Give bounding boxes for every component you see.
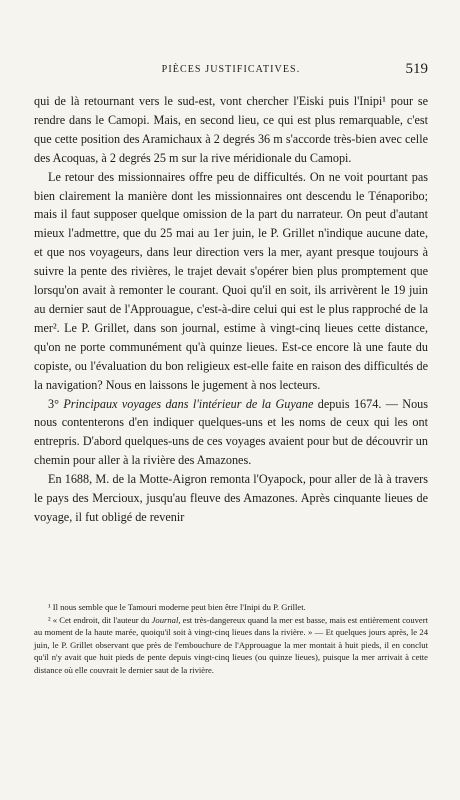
footnote-2 [34,614,428,677]
page-header [34,61,428,80]
paragraph-continuation: qui de là retournant vers le sud-est, vont chercher l'Eiski puis l'Inipi¹ pour se rendre dans le Camopi. Mais, en second lieu, ce qui est plus remarquable, c'est que cette position des Aramichaux à 2 degrés 36 m s'accorde très-bien avec celle des Acoquas, à 2 degrés 25 m sur la rive méridionale du Camopi. [34,94,428,165]
footnotes [34,601,428,677]
section-title: Principaux voyages dans l'intérieur de la Guyane [63,396,314,411]
footnote-2-journal-title: Journal [151,614,179,625]
paragraph-principal-voyages [34,395,428,471]
section-number: 3° [48,396,64,411]
footnote-2-body: , est très-dangereux quand la mer est basse, mais est entièrement couvert au moment de la haute marée, quoiqu'il soit à vingt-cinq lieues dans la rivière. » — Et quelques jours après, le 24 juin, le P. Grillet observant que près de l'embouchure de l'Approuague la mer montait à huit pieds, il en conclut qu'il n'y avait que huit pieds de pente depuis vingt-cinq lieues (ou quinze lieues), puisque la mer arrivait à cette distance où elle couvrait le dernier saut de la rivière. [34,614,428,675]
paragraph-motte-aigron: En 1688, M. de la Motte-Aigron remonta l'Oyapock, pour aller de là à travers le pays des Mercioux, jusqu'au fleuve des Amazones. Après cinquante lieues de voyage, il fut obligé de revenir [34,472,428,524]
body-text [34,92,428,527]
paragraph-missionaries-return: Le retour des missionnaires offre peu de difficultés. On ne voit pourtant pas bien clairement la manière dont les missionnaires ont descendu le Ténaporibo; mais il faut supposer quelque omission de la part du narrateur. On peut d'autant mieux l'admettre, que du 25 mai au 1er juin, le P. Grillet n'indique aucune date, et que nos voyageurs, dans leur direction vers la mer, ayant presque toujours à suivre la pente des rivières, le trajet devait s'opérer bien plus promptement que lorsqu'on avait à remonter le courant. Quoi qu'il en soit, ils arrivèrent le 19 juin au dernier saut de l'Approuague, c'est-à-dire celui qui est le plus rapproché de la mer². Le P. Grillet, dans son journal, estime à vingt-cinq lieues cette distance, qu'on ne porte communément qu'à quinze lieues. Est-ce encore là une faute du copiste, ou l'évaluation du bon religieux est-elle faite en raison des difficultés de la navigation? Nous en laissons le jugement à nos lecteurs. [34,169,428,392]
page-number: 519 [405,61,428,77]
section-text: depuis 1674. — Nous nous contenterons d'en indiquer quelques-uns et les noms de ceux qui les ont entrepris. D'abord quelques-uns de ces voyages avaient pour but de découvrir un chemin pour aller à la rivière des Amazones. [34,396,428,468]
footnote-1: ¹ Il nous semble que le Tamouri moderne peut bien être l'Inipi du P. Grillet. [48,602,306,612]
running-head: PIÈCES JUSTIFICATIVES. [161,64,301,75]
footnote-2-lead: ² « Cet endroit, dit l'auteur du [48,614,152,625]
